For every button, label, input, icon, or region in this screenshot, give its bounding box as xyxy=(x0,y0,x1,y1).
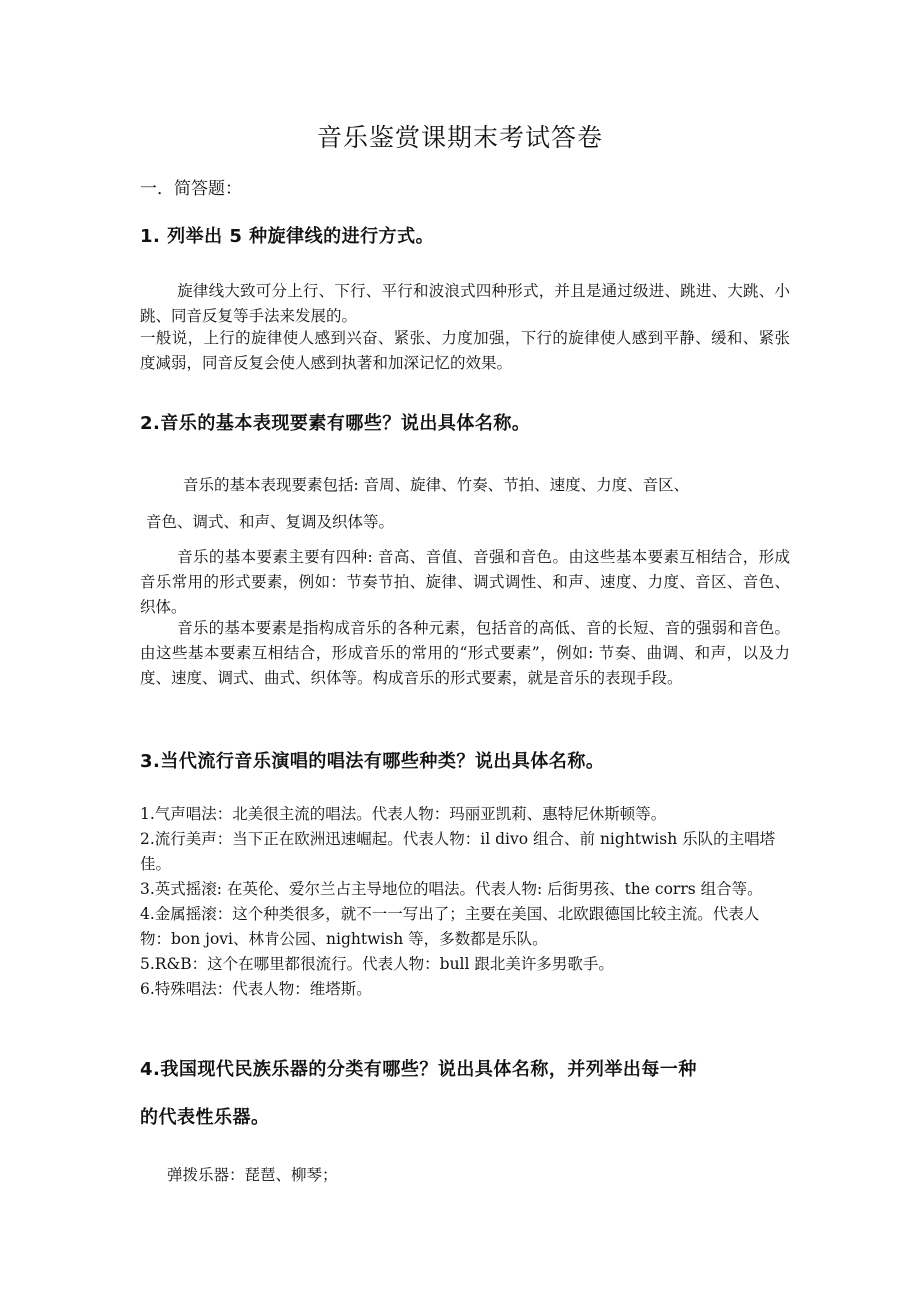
q2-line-2: 音色、调式、和声、复调及织体等。 xyxy=(146,513,395,531)
list-item: 3.英式摇滚: 在英伦、爱尔兰占主导地位的唱法。代表人物: 后街男孩、the corrs 组合等。 xyxy=(140,880,763,898)
question-1-heading: 1. 列举出 5 种旋律线的进行方式。 xyxy=(140,226,435,247)
q1-paragraph-1: 旋律线大致可分上行、下行、平行和波浪式四种形式，并且是通过级进、跳进、大跳、小跳、同音反复等手法来发展的。 xyxy=(140,282,790,325)
list-item: 6.特殊唱法：代表人物：维塔斯。 xyxy=(140,980,372,998)
document-title: 音乐鉴赏课期末考试答卷 xyxy=(316,123,603,152)
q1-paragraph-2: 一般说，上行的旋律使人感到兴奋、紧张、力度加强，下行的旋律使人感到平静、缓和、紧张度减弱，同音反复会使人感到执著和加深记忆的效果。 xyxy=(140,329,790,372)
list-item: 2.流行美声：当下正在欧洲迅速崛起。代表人物：il divo 组合、前 nightwish 乐队的主唱塔佳。 xyxy=(140,830,776,873)
list-item: 1.气声唱法：北美很主流的唱法。代表人物：玛丽亚凯莉、惠特尼休斯顿等。 xyxy=(140,805,667,823)
q3-answer-list xyxy=(140,802,790,1002)
q2-paragraph-4: 音乐的基本要素是指构成音乐的各种元素，包括音的高低、音的长短、音的强弱和音色。由这些基本要素互相结合，形成音乐的常用的“形式要素”，例如: 节奏、曲调、和声，以及力度、速度、调式、曲式、织体等。构成音乐的形式要素，就是音乐的表现手段。 xyxy=(140,619,790,687)
q4-answer-1: 弹拨乐器：琵琶、柳琴； xyxy=(167,1166,338,1184)
list-item: 5.R&B：这个在哪里都很流行。代表人物：bull 跟北美许多男歌手。 xyxy=(140,955,614,973)
q2-paragraph-3: 音乐的基本要素主要有四种: 音高、音值、音强和音色。由这些基本要素互相结合，形成音乐常用的形式要素，例如：节奏节拍、旋律、调式调性、和声、速度、力度、音区、音色、织体。 xyxy=(140,548,790,616)
question-2-heading: 2.音乐的基本表现要素有哪些？说出具体名称。 xyxy=(140,413,531,434)
list-item: 4.金属摇滚：这个种类很多，就不一一写出了；主要在美国、北欧跟德国比较主流。代表人物：bon jovi、林肯公园、nightwish 等，多数都是乐队。 xyxy=(140,905,760,948)
question-4-heading-line-2: 的代表性乐器。 xyxy=(140,1107,270,1128)
question-4-heading-line-1: 4.我国现代民族乐器的分类有哪些？说出具体名称，并列举出每一种 xyxy=(140,1059,697,1080)
section-label: 一．简答题： xyxy=(140,179,242,199)
question-3-heading: 3.当代流行音乐演唱的唱法有哪些种类？说出具体名称。 xyxy=(140,751,605,772)
q2-line-1: 音乐的基本表现要素包括: 音周、旋律、竹奏、节拍、速度、力度、音区、 xyxy=(183,476,690,494)
